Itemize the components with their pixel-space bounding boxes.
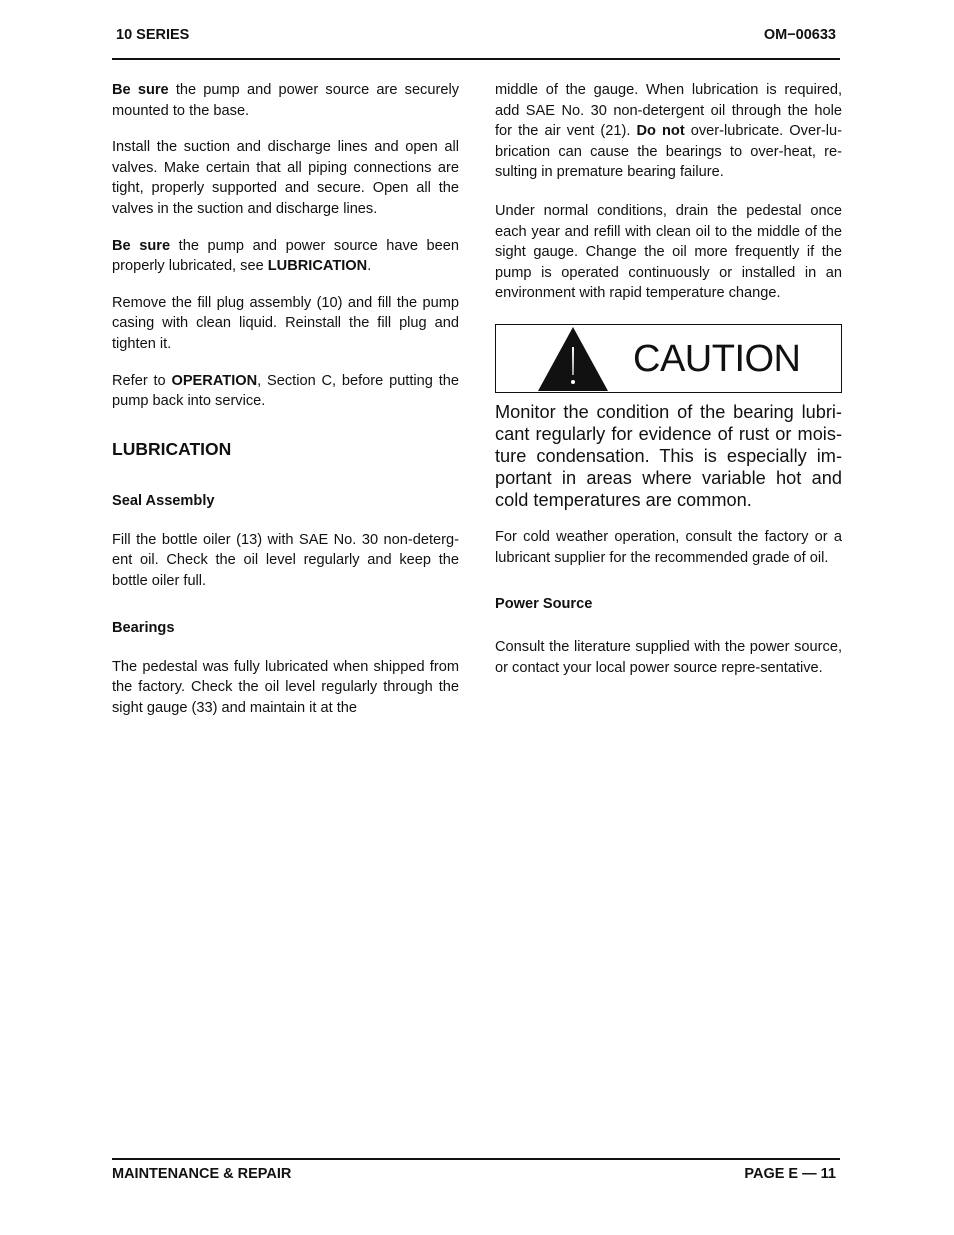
caution-message: Monitor the condition of the bearing lubri-cant regularly for evidence of rust or mois-ture condensation. This is especially im-portant in areas where variable hot and cold temperatures are common.	[495, 401, 842, 510]
paragraph-text: the pump and power source have been properly lubricated, see	[112, 237, 459, 275]
paragraph-text: .	[367, 258, 372, 275]
header-rule	[112, 58, 840, 60]
right-column	[495, 80, 842, 694]
paragraph-piping: Install the suction and discharge lines and open all valves. Make certain that all piping connections are tight, properly supported and secure. Open all the valves in the suction and discharge lines.	[112, 139, 459, 217]
footer-section: MAINTENANCE & REPAIR	[112, 1166, 292, 1182]
header-doc-number: OM−00633	[763, 27, 836, 43]
warning-triangle-icon	[536, 325, 610, 392]
paragraph-mounting	[112, 80, 459, 121]
reference-lubrication: LUBRICATION	[267, 258, 368, 275]
paragraph-text: Refer to	[112, 372, 172, 389]
left-column	[112, 80, 459, 734]
paragraph-text: , Section C, before putting the pump back into service.	[112, 372, 459, 410]
paragraph-cold-weather: For cold weather operation, consult the factory or a lubricant supplier for the recommended grade of oil.	[495, 528, 842, 566]
emphasis-do-not: Do not	[636, 123, 685, 140]
paragraph-drain: Under normal conditions, drain the pedestal once each year and refill with clean oil to the middle of the sight gauge. Change the oil more frequently if the pump is operated continuously or installed in an environment with rapid temperature change.	[495, 202, 842, 302]
paragraph-fill-plug: Remove the fill plug assembly (10) and fill the pump casing with clean liquid. Reinstall the fill plug and tighten it.	[112, 294, 459, 352]
subheading-seal-assembly: Seal Assembly	[112, 492, 215, 509]
footer-rule	[112, 1158, 840, 1160]
paragraph-text: middle of the gauge. When lubrication is required, add SAE No. 30 non-detergent oil through the hole for the air vent (21).	[495, 82, 842, 140]
caution-label: CAUTION	[633, 337, 801, 380]
header-series: 10 SERIES	[116, 27, 190, 43]
subheading-power-source: Power Source	[495, 596, 593, 613]
emphasis-be-sure: Be sure	[112, 237, 171, 254]
paragraph-bearings: The pedestal was fully lubricated when shipped from the factory. Check the oil level regularly through the sight gauge (33) and maintain it at the	[112, 658, 459, 716]
paragraph-seal-assembly: Fill the bottle oiler (13) with SAE No. 30 non-deterg-ent oil. Check the oil level regularly and keep the bottle oiler full.	[112, 531, 459, 589]
footer-page-number: PAGE E — 11	[744, 1166, 836, 1182]
paragraph-operation	[112, 371, 459, 412]
emphasis-be-sure: Be sure	[112, 82, 169, 98]
paragraph-power-source: Consult the literature supplied with the power source, or contact your local power source repre-sentative.	[495, 639, 842, 676]
paragraph-text: the pump and power source are securely mounted to the base.	[112, 82, 459, 119]
subheading-bearings: Bearings	[112, 619, 175, 636]
paragraph-lubricated	[112, 236, 459, 277]
paragraph-gauge	[495, 80, 842, 183]
caution-box	[495, 324, 842, 393]
paragraph-text: over-lubricate. Over-lu-brication can cause the bearings to over-heat, re-sulting in premature bearing failure.	[495, 123, 843, 181]
section-heading-lubrication: LUBRICATION	[112, 438, 232, 459]
reference-operation: OPERATION	[171, 372, 258, 389]
